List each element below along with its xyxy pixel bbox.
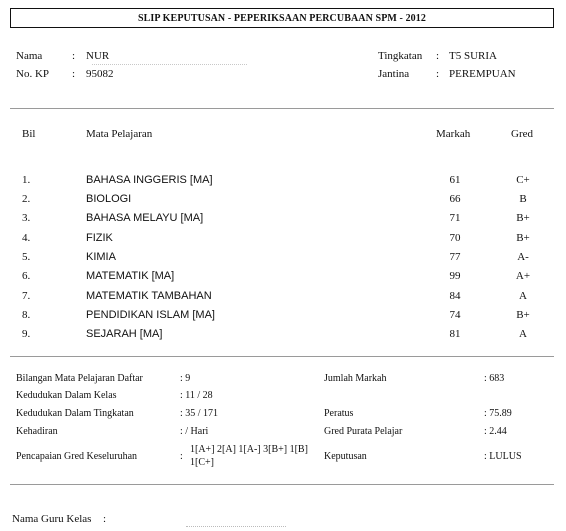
total-marks-value: : 683	[484, 373, 505, 384]
table-row	[0, 193, 566, 210]
overall-achievement-line1: 1[A+] 2[A] 1[A-] 3[B+] 1[B]	[190, 444, 308, 455]
row-subject: PENDIDIKAN ISLAM [MA]	[86, 309, 215, 321]
form-value: T5 SURIA	[449, 50, 497, 62]
row-bil: 4.	[22, 232, 31, 244]
row-subject: KIMIA	[86, 251, 116, 263]
table-row	[0, 309, 566, 326]
form-separator: :	[436, 50, 440, 62]
table-row	[0, 290, 566, 307]
row-bil: 2.	[22, 193, 31, 205]
overall-achievement-label: Pencapaian Gred Keseluruhan	[16, 451, 138, 462]
table-row	[0, 328, 566, 345]
row-bil: 3.	[22, 212, 31, 224]
row-grade: C+	[516, 174, 530, 186]
row-grade: A	[519, 328, 527, 340]
overall-achievement-separator: :	[180, 451, 183, 462]
row-grade: B+	[516, 232, 530, 244]
gpa-label: Gred Purata Pelajar	[324, 426, 403, 437]
row-bil: 9.	[22, 328, 31, 340]
header-subject: Mata Pelajaran	[86, 128, 153, 140]
slip-title: SLIP KEPUTUSAN - PEPERIKSAAN PERCUBAAN SPM - 2012	[10, 8, 554, 28]
percent-label: Peratus	[324, 408, 354, 419]
header-grade: Gred	[511, 128, 533, 140]
table-row	[0, 232, 566, 249]
divider-top	[10, 108, 554, 109]
gender-value: PEREMPUAN	[449, 68, 516, 80]
row-mark: 71	[449, 212, 461, 224]
row-grade: A	[519, 290, 527, 302]
row-mark: 70	[449, 232, 461, 244]
row-mark: 66	[449, 193, 461, 205]
row-bil: 5.	[22, 251, 31, 263]
name-separator: :	[72, 50, 76, 62]
divider-bottom	[10, 484, 554, 485]
row-bil: 8.	[22, 309, 31, 321]
table-row	[0, 212, 566, 229]
row-subject: BIOLOGI	[86, 193, 132, 205]
header-bil: Bil	[22, 128, 36, 140]
table-row	[0, 251, 566, 268]
row-grade: A-	[517, 251, 529, 263]
row-grade: B+	[516, 212, 530, 224]
row-subject: BAHASA MELAYU [MA]	[86, 212, 204, 224]
result-label: Keputusan	[324, 451, 367, 462]
row-mark: 84	[449, 290, 461, 302]
total-marks-label: Jumlah Markah	[324, 373, 387, 384]
divider-middle	[10, 356, 554, 357]
row-mark: 99	[449, 270, 461, 282]
row-bil: 6.	[22, 270, 31, 282]
row-mark: 61	[449, 174, 461, 186]
attendance-label: Kehadiran	[16, 426, 58, 437]
name-redaction-line	[92, 64, 247, 65]
row-mark: 81	[449, 328, 461, 340]
name-value: NUR	[86, 50, 110, 62]
overall-achievement-line2: 1[C+]	[190, 457, 214, 468]
header-mark: Markah	[436, 128, 471, 140]
class-rank-value: : 11 / 28	[180, 390, 213, 401]
row-subject: FIZIK	[86, 232, 113, 244]
row-mark: 77	[449, 251, 461, 263]
attendance-value: : / Hari	[180, 426, 209, 437]
row-subject: SEJARAH [MA]	[86, 328, 163, 340]
class-teacher-separator: :	[103, 513, 107, 525]
table-header	[0, 128, 566, 145]
row-subject: BAHASA INGGERIS [MA]	[86, 174, 213, 186]
row-mark: 74	[449, 309, 461, 321]
row-bil: 1.	[22, 174, 31, 186]
table-row	[0, 174, 566, 191]
subjects-registered-value: : 9	[180, 373, 191, 384]
form-rank-value: : 35 / 171	[180, 408, 219, 419]
form-rank-label: Kedudukan Dalam Tingkatan	[16, 408, 134, 419]
row-grade: A+	[515, 270, 531, 282]
form-label: Tingkatan	[378, 50, 423, 62]
gender-label: Jantina	[378, 68, 410, 80]
row-grade: B+	[516, 309, 530, 321]
gpa-value: : 2.44	[484, 426, 507, 437]
name-label: Nama	[16, 50, 43, 62]
percent-value: : 75.89	[484, 408, 512, 419]
row-grade: B	[519, 193, 527, 205]
class-teacher-label: Nama Guru Kelas	[12, 513, 92, 525]
row-bil: 7.	[22, 290, 31, 302]
teacher-name-line	[186, 526, 286, 527]
subjects-registered-label: Bilangan Mata Pelajaran Daftar	[16, 373, 143, 384]
kp-value: 95082	[86, 68, 114, 80]
class-rank-label: Kedudukan Dalam Kelas	[16, 390, 117, 401]
row-subject: MATEMATIK [MA]	[86, 270, 175, 282]
row-subject: MATEMATIK TAMBAHAN	[86, 290, 212, 302]
gender-separator: :	[436, 68, 440, 80]
result-value: : LULUS	[484, 451, 522, 462]
kp-separator: :	[72, 68, 76, 80]
kp-label: No. KP	[16, 68, 50, 80]
table-row	[0, 270, 566, 287]
